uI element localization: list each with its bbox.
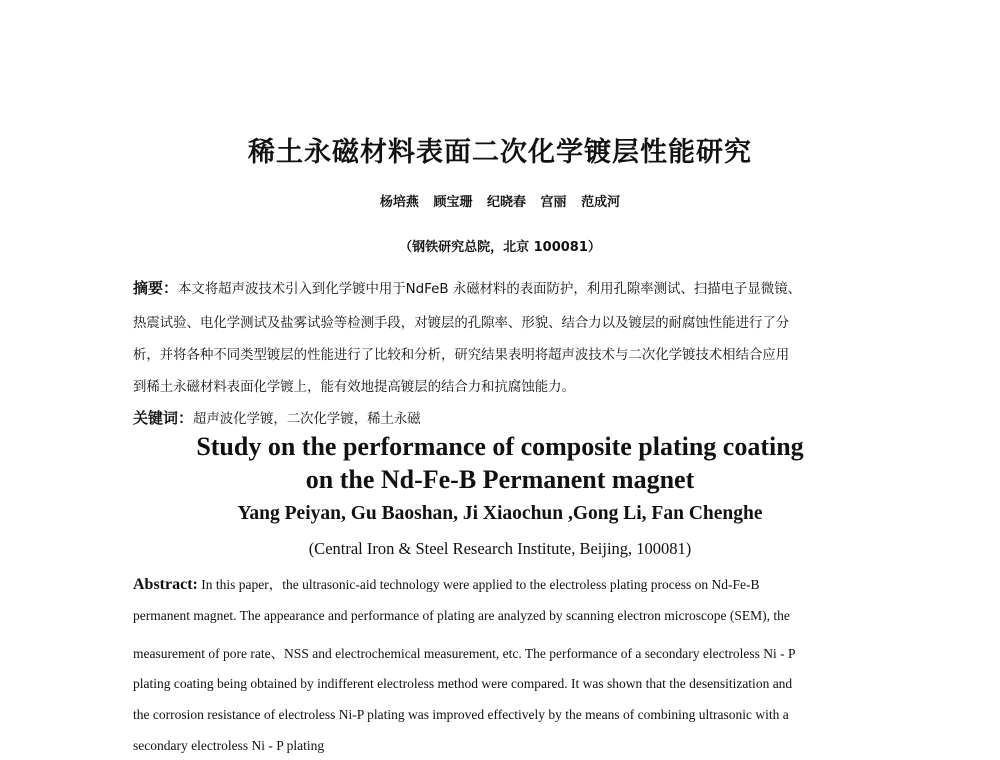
english-title-line: on the Nd-Fe-B Permanent magnet bbox=[305, 465, 695, 494]
chinese-keywords bbox=[133, 410, 421, 428]
chinese-abstract-line bbox=[133, 280, 801, 298]
english-title-line: Study on the performance of composite plating coating bbox=[196, 432, 804, 461]
chinese-abstract-line: 析，并将各种不同类型镀层的性能进行了比较和分析，研究结果表明将超声波技术与二次化学镀技术相结合应用 bbox=[133, 348, 790, 363]
chinese-title: 稀土永磁材料表面二次化学镀层性能研究 bbox=[248, 137, 752, 168]
english-abstract-text: In this paper，the ultrasonic-aid technology were applied to the electroless plating process on Nd-Fe-B bbox=[201, 577, 760, 592]
chinese-abstract-line: 热震试验、电化学测试及盐雾试验等检测手段，对镀层的孔隙率、形貌、结合力以及镀层的耐腐蚀性能进行了分 bbox=[133, 316, 790, 331]
english-affiliation: (Central Iron & Steel Research Institute, Beijing, 100081) bbox=[308, 539, 692, 558]
english-abstract-line: the corrosion resistance of electroless Ni-P plating was improved effectively by the means of combining ultrasonic with a bbox=[133, 707, 789, 722]
chinese-author: 顾宝珊 bbox=[433, 195, 473, 210]
chinese-keywords-label: 关键词： bbox=[133, 409, 194, 427]
chinese-abstract-text: 本文将超声波技术引入到化学镀中用于NdFeB 永磁材料的表面防护，利用孔隙率测试、扫描电子显微镜、 bbox=[178, 282, 801, 297]
english-abstract-line bbox=[133, 573, 759, 594]
english-abstract-line: permanent magnet. The appearance and performance of plating are analyzed by scanning electron microscope (SEM), the bbox=[133, 608, 790, 623]
chinese-affiliation: （钢铁研究总院，北京 100081） bbox=[399, 240, 601, 255]
english-abstract-line: measurement of pore rate、NSS and electrochemical measurement, etc. The performance of a secondary electroless Ni - P bbox=[133, 646, 796, 661]
english-abstract-label: Abstract: bbox=[133, 576, 198, 593]
chinese-authors bbox=[0, 191, 1000, 210]
chinese-author: 杨培燕 bbox=[379, 195, 419, 210]
chinese-abstract-label: 摘要： bbox=[133, 279, 179, 297]
chinese-abstract-line: 到稀土永磁材料表面化学镀上，能有效地提高镀层的结合力和抗腐蚀能力。 bbox=[133, 380, 575, 395]
english-abstract-line: secondary electroless Ni - P plating bbox=[133, 738, 325, 753]
chinese-author: 纪晓春 bbox=[486, 195, 526, 210]
chinese-author: 范成河 bbox=[581, 195, 621, 210]
chinese-keywords-text: 超声波化学镀，二次化学镀，稀土永磁 bbox=[193, 412, 421, 427]
english-authors: Yang Peiyan, Gu Baoshan, Ji Xiaochun ,Gong Li, Fan Chenghe bbox=[237, 503, 763, 524]
chinese-author: 宫丽 bbox=[540, 195, 567, 210]
english-abstract-line: plating coating being obtained by indifferent electroless method were compared. It was shown that the desensitization and bbox=[133, 676, 793, 691]
